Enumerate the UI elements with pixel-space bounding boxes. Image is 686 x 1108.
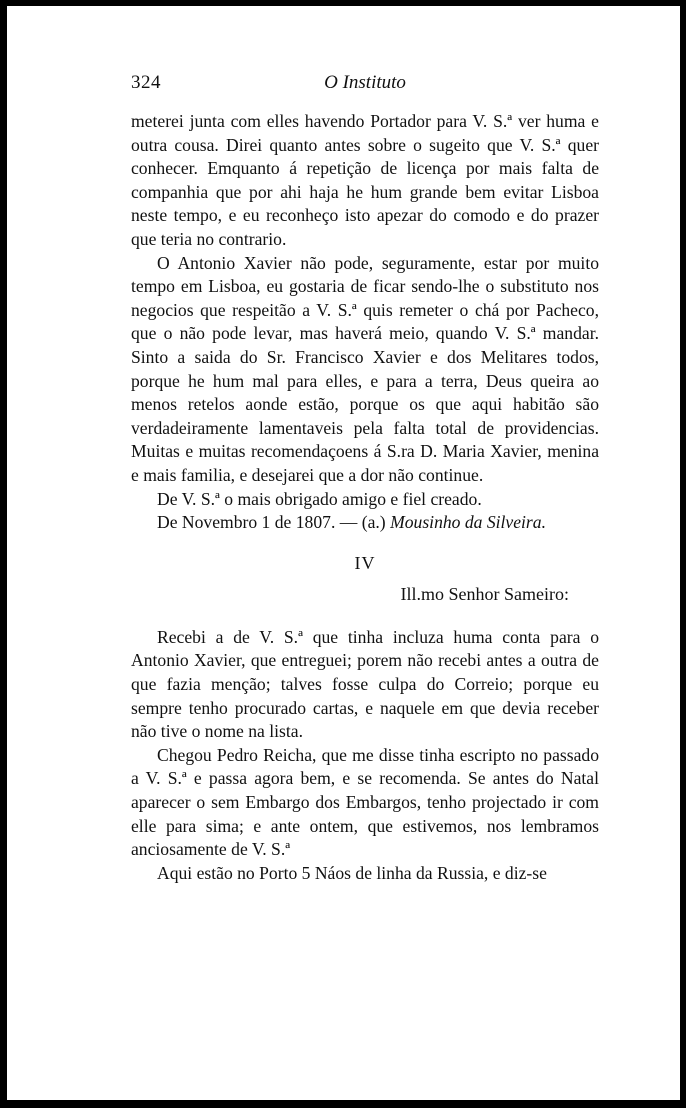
letter-iii-paragraph-1: meterei junta com elles havendo Portador para V. S.ª ver huma e outra cousa. Direi quanto antes sobre o sugeito que V. S.ª quer conhecer. Emquanto á repetição de licença por mais falta de companhia que por ahi haja he hum grande bem evitar Lisboa neste tempo, e eu reconheço isto apezar do comodo e do prazer que teria no contrario.: [131, 111, 599, 249]
letter-iv-paragraph-1: Recebi a de V. S.ª que tinha incluza huma conta para o Antonio Xavier, que entreguei; porem não recebi antes a outra de que fazia menção; talves fosse culpa do Correio; porque eu sempre tenho procurado cartas, e naquele em que devia receber não tive o nome na lista.: [131, 626, 599, 742]
date-line-text: De Novembro 1 de 1807. — (a.): [157, 512, 386, 533]
running-title: O Instituto: [324, 72, 406, 93]
book-page: [131, 64, 599, 885]
page-header: [131, 64, 599, 94]
signature: Mousinho da Silveira.: [390, 512, 546, 533]
page-number: 324: [131, 72, 161, 93]
section-heading-iv: IV: [354, 552, 376, 573]
letter-iv-paragraph-2: Chegou Pedro Reicha, que me disse tinha escripto no passado a V. S.ª e passa agora bem, e se recomenda. Se antes do Natal aparecer o sem Embargo dos Embargos, tenho projectado ir com elle para sima; e ante ontem, que estivemos, nos lembramos anciosamente de V. S.ª: [131, 744, 599, 860]
letter-iv-paragraph-3: Aqui estão no Porto 5 Náos de linha da Russia, e diz-se: [157, 862, 547, 883]
letter-iii-closing: De V. S.ª o mais obrigado amigo e fiel creado.: [157, 488, 482, 509]
salutation: Ill.mo Senhor Sameiro:: [400, 584, 569, 605]
letter-iii-paragraph-2: O Antonio Xavier não pode, seguramente, estar por muito tempo em Lisboa, eu gostaria de ficar sendo-lhe o substituto nos negocios que respeitão a V. S.ª quis remeter o chá por Pacheco, que o não pode levar, mas haverá meio, quando V. S.ª mandar. Sinto a saida do Sr. Francisco Xavier e dos Melitares todos, porque he hum mal para elles, e para a terra, Deus queira ao menos retelos aonde estão, porque os que aqui habitão são verdadeiramente lamentaveis pela falta total de providencias. Muitas e muitas recomendaçoens á S.ra D. Maria Xavier, menina e mais familia, e desejarei que a dor não continue.: [131, 252, 599, 485]
letter-iii-date-line: [131, 511, 599, 535]
page-body: [131, 110, 599, 885]
